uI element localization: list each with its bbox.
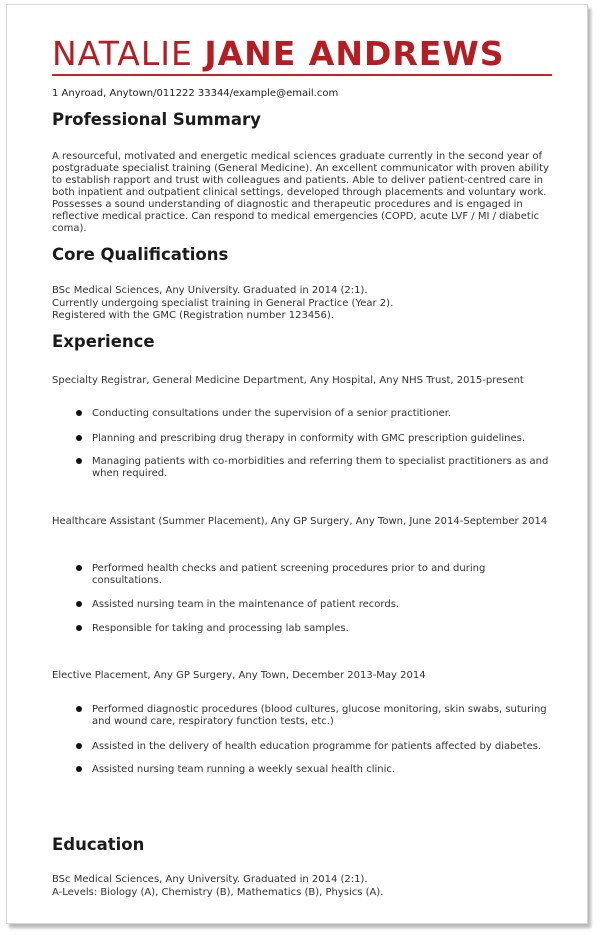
qualification-line: Registered with the GMC (Registration number 123456).	[52, 310, 334, 321]
job-title: Elective Placement, Any GP Surgery, Any Town, December 2013-May 2014	[52, 670, 426, 681]
list-item: Managing patients with co-morbidities and referring them to specialist practitioners as and when required.	[52, 456, 552, 480]
job-bullets	[52, 563, 552, 635]
education-list	[52, 874, 552, 899]
bullet-icon	[76, 625, 82, 631]
qualifications-section	[52, 244, 552, 266]
job-title: Specialty Registrar, General Medicine Department, Any Hospital, Any NHS Trust, 2015-present	[52, 375, 524, 386]
summary-text: A resourceful, motivated and energetic medical sciences graduate currently in the second year of postgraduate specialist training (General Medicine). An excellent communicator with proven ability to establish rapport and trust with colleagues and patients. Able to deliver patient-centred care in both inpatient and outpatient clinical settings, developed through placements and voluntary work. Possesses a sound understanding of diagnostic and therapeutic procedures and is engaged in reflective medical practice. Can respond to medical emergencies (COPD, acute LVF / MI / diabetic coma).	[52, 151, 549, 234]
job-bullets	[52, 704, 552, 776]
summary-section	[52, 109, 552, 131]
summary-heading: Professional Summary	[52, 110, 261, 129]
qualification-line: Currently undergoing specialist training in General Practice (Year 2).	[52, 297, 394, 309]
education-section	[52, 834, 552, 856]
experience-heading: Experience	[52, 332, 155, 351]
bullet-icon	[76, 410, 82, 416]
job-bullets	[52, 408, 552, 480]
education-line: BSc Medical Sciences, Any University. Graduated in 2014 (2:1).	[52, 874, 368, 885]
list-item: Planning and prescribing drug therapy in conformity with GMC prescription guidelines.	[52, 433, 552, 445]
bullet-icon	[76, 743, 82, 749]
bullet-icon	[76, 458, 82, 464]
list-item: Assisted nursing team running a weekly sexual health clinic.	[52, 764, 552, 776]
qualifications-list	[52, 285, 552, 323]
list-item: Assisted nursing team in the maintenance of patient records.	[52, 599, 552, 611]
bullet-icon	[76, 766, 82, 772]
qualifications-heading: Core Qualifications	[52, 245, 229, 264]
first-name: NATALIE	[52, 34, 193, 73]
list-item: Responsible for taking and processing lab samples.	[52, 623, 552, 635]
bullet-icon	[76, 706, 82, 712]
education-heading: Education	[52, 835, 145, 854]
last-name: JANE ANDREWS	[204, 34, 505, 73]
candidate-name	[52, 34, 504, 74]
contact-line: 1 Anyroad, Anytown/011222 33344/example@email.com	[52, 88, 339, 99]
list-item: Conducting consultations under the supervision of a senior practitioner.	[52, 408, 552, 420]
list-item: Performed diagnostic procedures (blood cultures, glucose monitoring, skin swabs, suturing and wound care, respiratory function tests, etc.)	[52, 704, 552, 728]
list-item: Performed health checks and patient screening procedures prior to and during consultations.	[52, 563, 552, 587]
job-title: Healthcare Assistant (Summer Placement), Any GP Surgery, Any Town, June 2014-September 2014	[52, 516, 548, 527]
experience-section	[52, 331, 552, 353]
bullet-icon	[76, 565, 82, 571]
header-divider	[52, 74, 552, 76]
list-item: Assisted in the delivery of health education programme for patients affected by diabetes.	[52, 741, 552, 753]
bullet-icon	[76, 601, 82, 607]
bullet-icon	[76, 435, 82, 441]
qualification-line: BSc Medical Sciences, Any University. Graduated in 2014 (2:1).	[52, 285, 368, 296]
education-line: A-Levels: Biology (A), Chemistry (B), Mathematics (B), Physics (A).	[52, 886, 384, 898]
summary-body	[52, 151, 552, 235]
